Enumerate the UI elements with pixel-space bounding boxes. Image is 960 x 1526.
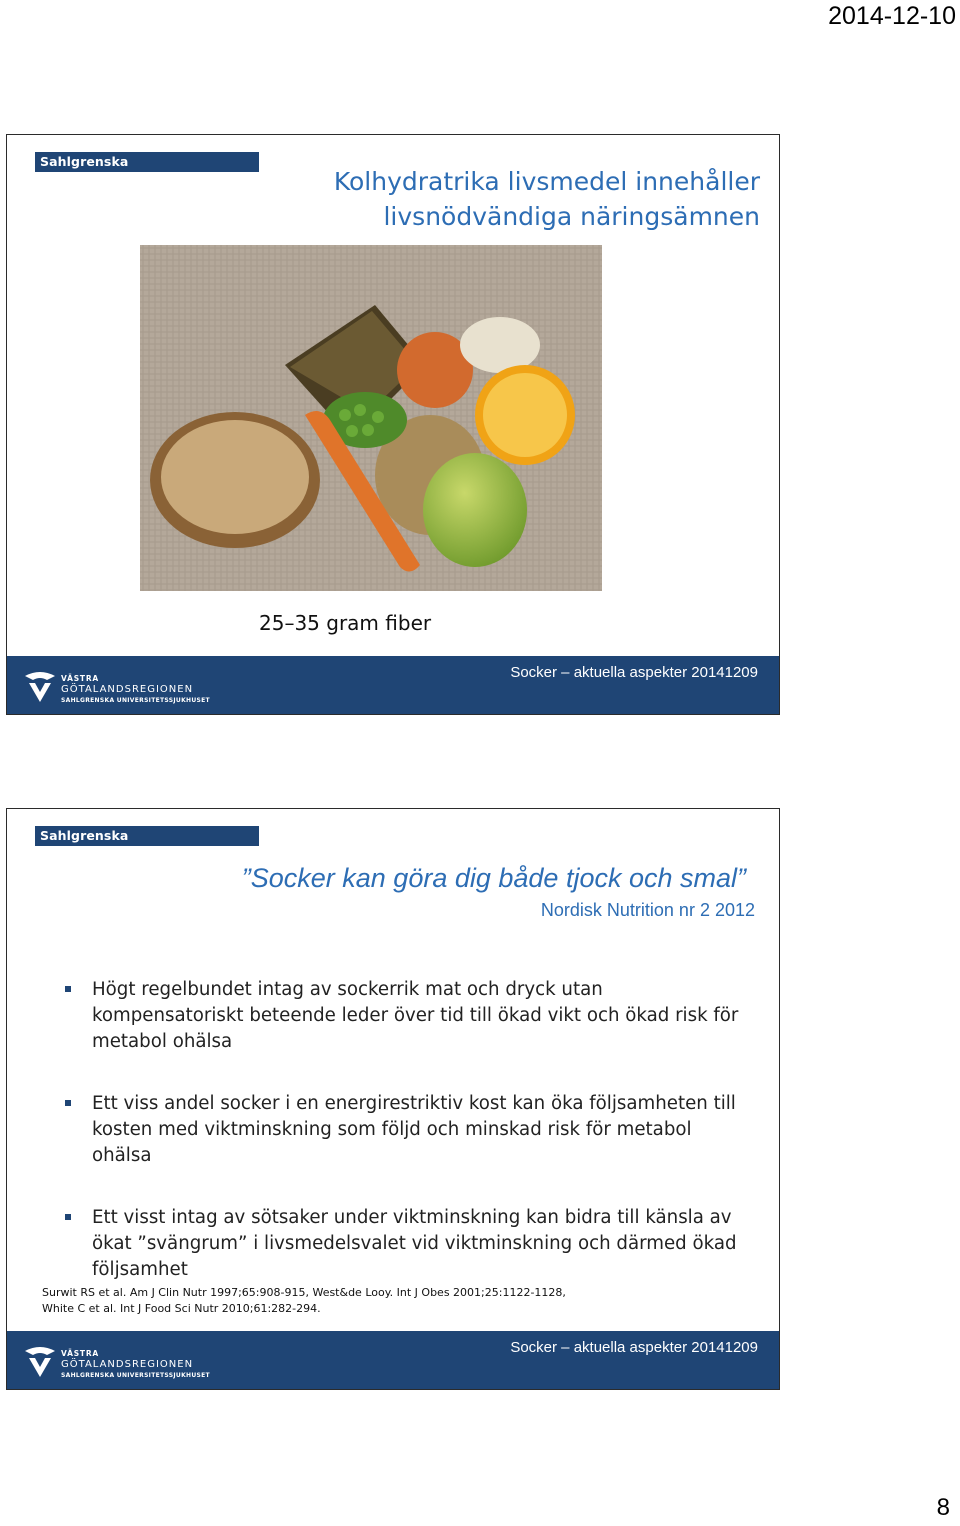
logo-text-3: SAHLGRENSKA UNIVERSITETSSJUKHUSET — [61, 697, 210, 704]
bullet-text: Högt regelbundet intag av sockerrik mat och dryck utan kompensatoriskt beteende leder över tid till ökad vikt och ökad risk för metabol ohälsa — [92, 979, 739, 1052]
bullet-text: Ett visst intag av sötsaker under viktminskning kan bidra till känsla av ökat ”svängrum” i livsmedelsvalet vid viktminskning och därmed ökad följsamhet — [92, 1207, 737, 1280]
slide-subtitle: Nordisk Nutrition nr 2 2012 — [540, 900, 755, 920]
slide-title: ”Socker kan göra dig både tjock och smal” — [241, 863, 746, 893]
logo-text-1: VÄSTRA — [61, 674, 99, 683]
reference-line-1: Surwit RS et al. Am J Clin Nutr 1997;65:908-915, West&de Looy. Int J Obes 2001;25:1122-1128, — [42, 1286, 566, 1299]
fiber-caption: 25–35 gram fiber — [259, 611, 432, 635]
page-date: 2014-12-10 — [828, 2, 956, 30]
slide-title-line-1: Kolhydratrika livsmedel innehåller — [333, 167, 760, 196]
bullet-item — [65, 977, 745, 1055]
reference-line-2: White C et al. Int J Food Sci Nutr 2010;61:282-294. — [42, 1302, 321, 1315]
references — [42, 1285, 566, 1317]
food-photo — [140, 245, 602, 591]
logo-text-2: GÖTALANDSREGIONEN — [61, 684, 194, 695]
footer-text: Socker – aktuella aspekter 20141209 — [510, 664, 758, 681]
hospital-tag: Sahlgrenska Universitetssjukhuset — [35, 152, 259, 172]
logo-text-1: VÄSTRA — [61, 1349, 99, 1358]
logo-text-2: GÖTALANDSREGIONEN — [61, 1359, 194, 1370]
bullet-item — [65, 1205, 745, 1283]
slide-title-line-2: livsnödvändiga näringsämnen — [383, 202, 760, 231]
slide-2 — [6, 808, 780, 1390]
bullet-square-icon — [65, 1100, 71, 1106]
logo-mark-icon — [23, 670, 57, 704]
bullet-list — [65, 977, 745, 1319]
footer-bar — [7, 656, 779, 714]
slide-1 — [6, 134, 780, 715]
page-number: 8 — [936, 1494, 950, 1521]
bullet-square-icon — [65, 986, 71, 992]
bullet-text: Ett viss andel socker i en energirestriktiv kost kan öka följsamheten till kosten med viktminskning som följd och minskad risk för metabol ohälsa — [92, 1093, 736, 1166]
slide-title — [334, 164, 760, 234]
footer-bar — [7, 1331, 779, 1389]
logo-text-3: SAHLGRENSKA UNIVERSITETSSJUKHUSET — [61, 1372, 210, 1379]
region-logo — [23, 1345, 213, 1381]
region-logo — [23, 670, 213, 706]
bullet-square-icon — [65, 1214, 71, 1220]
footer-text: Socker – aktuella aspekter 20141209 — [510, 1339, 758, 1356]
bullet-item — [65, 1091, 745, 1169]
hospital-tag: Sahlgrenska Universitetssjukhuset — [35, 826, 259, 846]
logo-mark-icon — [23, 1345, 57, 1379]
